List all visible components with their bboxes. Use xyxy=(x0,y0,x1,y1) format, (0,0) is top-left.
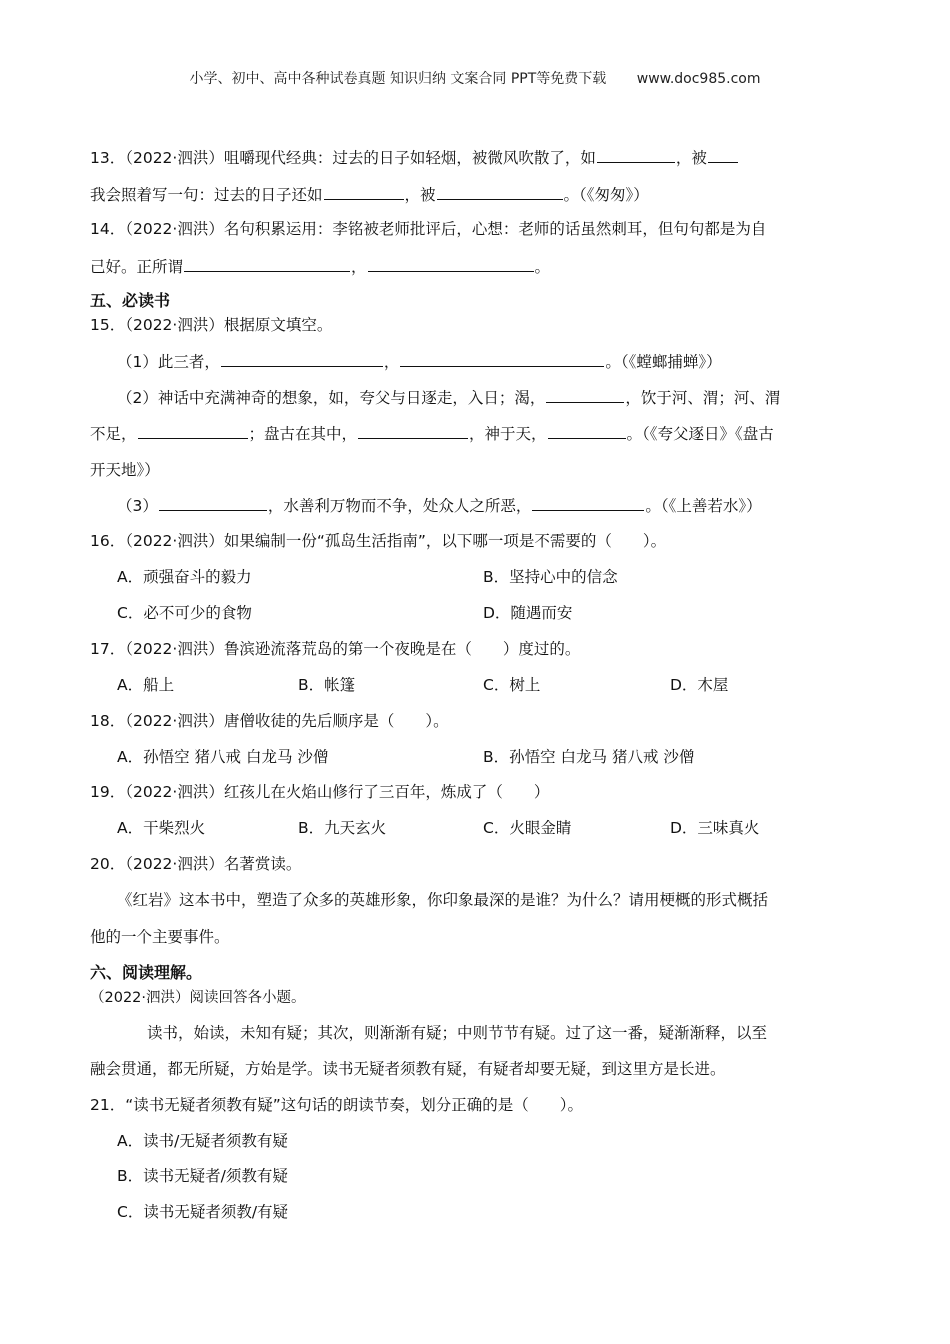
question-16-option-b[interactable]: B．坚持心中的信念 xyxy=(483,568,618,586)
question-15-stem: 15．（2022·泗洪）根据原文填空。 xyxy=(90,316,333,334)
blank[interactable] xyxy=(548,422,626,439)
question-17-stem: 17．（2022·泗洪）鲁滨逊流落荒岛的第一个夜晚是在（ ）度过的。 xyxy=(90,640,581,658)
question-17-option-d[interactable]: D．木屋 xyxy=(670,676,729,694)
question-16-option-a[interactable]: A．顽强奋斗的毅力 xyxy=(117,568,252,586)
question-15-part3: （3） ，水善利万物而不争，处众人之所恶， 。（《上善若水》） xyxy=(117,494,762,517)
question-20-line2: 他的一个主要事件。 xyxy=(90,928,230,946)
question-18-stem: 18．（2022·泗洪）唐僧收徒的先后顺序是（ ）。 xyxy=(90,712,449,730)
question-15-part2-line2: 不足， ；盘古在其中， ，神于天， 。（《夸父逐日》《盘古 xyxy=(90,422,774,445)
blank[interactable] xyxy=(437,183,563,200)
question-21-stem: 21．“读书无疑者须教有疑”这句话的朗读节奏，划分正确的是（ ）。 xyxy=(90,1096,584,1114)
question-20-stem: 20．（2022·泗洪）名著赏读。 xyxy=(90,855,302,873)
blank[interactable] xyxy=(400,350,604,367)
question-16-stem: 16．（2022·泗洪）如果编制一份“孤岛生活指南”，以下哪一项是不需要的（ ）。 xyxy=(90,532,667,550)
blank[interactable] xyxy=(184,255,350,272)
question-15-part2-line3: 开天地》） xyxy=(90,461,160,479)
blank[interactable] xyxy=(532,494,644,511)
question-18-option-b[interactable]: B．孙悟空 白龙马 猪八戒 沙僧 xyxy=(483,748,695,766)
blank[interactable] xyxy=(708,146,738,163)
question-21-option-a[interactable]: A．读书/无疑者须教有疑 xyxy=(117,1132,288,1150)
question-19-option-a[interactable]: A．干柴烈火 xyxy=(117,819,206,837)
question-15-part1: （1）此三者， ， 。（《螳螂捕蝉》） xyxy=(117,350,722,373)
question-19-option-b[interactable]: B．九天玄火 xyxy=(298,819,387,837)
blank[interactable] xyxy=(358,422,468,439)
question-19-stem: 19．（2022·泗洪）红孩儿在火焰山修行了三百年，炼成了（ ） xyxy=(90,783,550,801)
question-18-option-a[interactable]: A．孙悟空 猪八戒 白龙马 沙僧 xyxy=(117,748,329,766)
question-19-option-c[interactable]: C．火眼金睛 xyxy=(483,819,572,837)
question-19-option-d[interactable]: D．三味真火 xyxy=(670,819,760,837)
reading-intro: （2022·泗洪）阅读回答各小题。 xyxy=(90,990,306,1006)
question-16-option-c[interactable]: C．必不可少的食物 xyxy=(117,604,252,622)
blank[interactable] xyxy=(324,183,404,200)
question-17-option-c[interactable]: C．树上 xyxy=(483,676,541,694)
reading-passage-line2: 融会贯通，都无所疑，方始是学。读书无疑者须教有疑，有疑者却要无疑，到这里方是长进。 xyxy=(90,1060,726,1078)
blank[interactable] xyxy=(138,422,248,439)
question-21-option-b[interactable]: B．读书无疑者/须教有疑 xyxy=(117,1167,288,1185)
header-text: 小学、初中、高中各种试卷真题 知识归纳 文案合同 PPT等免费下载 xyxy=(189,71,607,87)
question-21-option-c[interactable]: C．读书无疑者须教/有疑 xyxy=(117,1203,289,1221)
question-14-line1: 14．（2022·泗洪）名句积累运用：李铭被老师批评后，心想：老师的话虽然刺耳，但句句都是为自 xyxy=(90,220,767,238)
question-13-line1: 13．（2022·泗洪）咀嚼现代经典：过去的日子如轻烟，被微风吹散了，如 ，被 xyxy=(90,146,739,169)
blank[interactable] xyxy=(159,494,267,511)
section-6-title: 六、阅读理解。 xyxy=(90,963,203,982)
blank[interactable] xyxy=(546,386,624,403)
question-13-line2: 我会照着写一句：过去的日子还如 ，被 。（《匆匆》） xyxy=(90,183,649,206)
blank[interactable] xyxy=(221,350,383,367)
question-17-option-a[interactable]: A．船上 xyxy=(117,676,175,694)
reading-passage-line1: 读书，始读，未知有疑；其次，则渐渐有疑；中则节节有疑。过了这一番，疑渐渐释，以至 xyxy=(147,1024,768,1042)
header-site: www.doc985.com xyxy=(636,71,761,87)
blank[interactable] xyxy=(368,255,534,272)
question-16-option-d[interactable]: D．随遇而安 xyxy=(483,604,573,622)
question-15-part2-line1: （2）神话中充满神奇的想象，如，夸父与日逐走，入日；渴， ，饮于河、渭；河、渭 xyxy=(117,386,780,409)
page-header xyxy=(0,68,950,88)
question-17-option-b[interactable]: B．帐篷 xyxy=(298,676,356,694)
section-5-title: 五、必读书 xyxy=(90,291,171,310)
question-14-line2: 己好。正所谓 ， 。 xyxy=(90,255,550,278)
question-20-line1: 《红岩》这本书中，塑造了众多的英雄形象，你印象最深的是谁？为什么？请用梗概的形式概括 xyxy=(117,891,769,909)
blank[interactable] xyxy=(597,146,675,163)
